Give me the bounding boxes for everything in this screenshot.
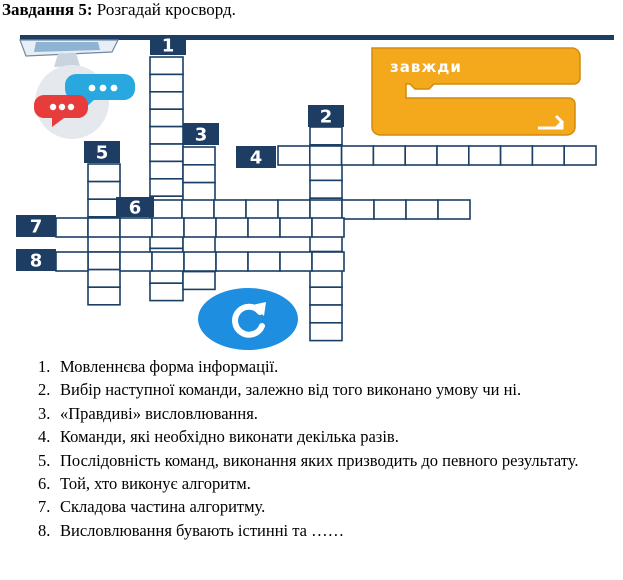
crossword-cell[interactable] [120, 218, 152, 237]
crossword-cell[interactable] [88, 199, 120, 217]
clue-number: 3. [38, 403, 51, 423]
crossword-cell[interactable] [310, 200, 342, 219]
clue-number-badge-5 [84, 141, 120, 164]
clue-text: Висловлювання бувають істинні та …… [60, 520, 345, 540]
crossword-cell[interactable] [183, 165, 215, 183]
crossword-cell[interactable] [152, 218, 184, 237]
clue-number: 2. [38, 380, 51, 400]
clue-item [30, 425, 620, 448]
top-rule [20, 35, 614, 40]
clue-item [30, 402, 620, 425]
crossword-cell[interactable] [183, 183, 215, 201]
clue-number-badge-6 [116, 197, 154, 219]
crossword-cell[interactable] [438, 200, 470, 219]
crossword-cell[interactable] [310, 127, 342, 145]
crossword-cell[interactable] [183, 272, 215, 290]
crossword-cell[interactable] [88, 218, 120, 237]
crossword-cell[interactable] [280, 218, 312, 237]
clue-number-text: 2 [319, 106, 333, 128]
crossword-cell[interactable] [437, 146, 469, 165]
clue-number-text: 5 [95, 142, 109, 164]
clue-item [30, 495, 620, 518]
crossword-cell[interactable] [248, 252, 280, 271]
clue-item [30, 519, 620, 542]
crossword-cell[interactable] [216, 218, 248, 237]
crossword-cell[interactable] [342, 200, 374, 219]
clue-number: 1. [38, 357, 51, 376]
crossword-cell[interactable] [120, 252, 152, 271]
clue-text: «Правдиві» висловлювання. [60, 403, 258, 423]
clue-text: Послідовність команд, виконання яких призводить до певного результату. [60, 450, 579, 470]
crossword-cell[interactable] [182, 200, 214, 219]
task-heading [2, 0, 236, 20]
crossword-cell[interactable] [312, 218, 344, 237]
crossword-cell[interactable] [152, 252, 184, 271]
clue-number-text: 4 [249, 147, 263, 169]
crossword-cell[interactable] [184, 252, 216, 271]
crossword-cell[interactable] [150, 127, 183, 144]
clue-text: Мовленнєва форма інформації. [60, 357, 279, 376]
crossword-cell[interactable] [88, 164, 120, 182]
crossword-cell[interactable] [150, 161, 183, 178]
refresh-arrow-icon[interactable] [198, 288, 298, 350]
crossword-cell[interactable] [88, 252, 120, 270]
crossword-cell[interactable] [184, 218, 216, 237]
crossword-cell[interactable] [150, 74, 183, 91]
crossword-cell[interactable] [406, 200, 438, 219]
crossword-cell[interactable] [150, 283, 183, 300]
clue-text: Команди, які необхідно виконати декілька разів. [60, 427, 399, 447]
clue-item [30, 355, 620, 378]
task-number: Завдання 5: [2, 0, 93, 19]
crossword-cell[interactable] [373, 146, 405, 165]
crossword-cell[interactable] [183, 236, 215, 254]
clue-number-text: 8 [29, 250, 43, 272]
crossword-cell[interactable] [246, 200, 278, 219]
crossword-cell[interactable] [150, 179, 183, 196]
crossword-cell[interactable] [214, 200, 246, 219]
clue-number-badge-2 [308, 105, 344, 128]
crossword-cell[interactable] [310, 287, 342, 305]
crossword-cell[interactable] [88, 287, 120, 305]
crossword-cell[interactable] [532, 146, 564, 165]
crossword-cell[interactable] [310, 305, 342, 323]
clue-number: 5. [38, 450, 51, 470]
clue-item [30, 449, 620, 472]
clue-text: Той, хто виконує алгоритм. [60, 474, 251, 494]
clue-item [30, 472, 620, 495]
crossword-cell[interactable] [278, 146, 310, 165]
crossword-cell[interactable] [501, 146, 533, 165]
clue-number: 6. [38, 474, 51, 494]
crossword-cell[interactable] [216, 252, 248, 271]
crossword-cell[interactable] [150, 92, 183, 109]
clue-item [30, 378, 620, 401]
clue-number-text: 1 [161, 35, 175, 57]
crossword-cell[interactable] [564, 146, 596, 165]
crossword-cell[interactable] [310, 146, 342, 165]
clue-text: Вибір наступної команди, залежно від того виконано умову чи ні. [60, 380, 522, 400]
clue-number-text: 7 [29, 216, 43, 238]
clue-number-badge-3 [183, 123, 219, 146]
crossword-cell[interactable] [88, 182, 120, 200]
chat-bubbles-icon [34, 65, 135, 139]
crossword-cell[interactable] [56, 218, 88, 237]
crossword-cell[interactable] [374, 200, 406, 219]
crossword-cell[interactable] [278, 200, 310, 219]
crossword-cell[interactable] [310, 269, 342, 287]
crossword-cell[interactable] [312, 252, 344, 271]
clue-number: 7. [38, 497, 51, 517]
clue-number-text: 3 [194, 124, 208, 146]
crossword-cell[interactable] [248, 218, 280, 237]
clue-number: 8. [38, 520, 51, 540]
crossword-puzzle [0, 30, 623, 350]
crossword-cell[interactable] [150, 200, 182, 219]
clue-number: 4. [38, 427, 51, 447]
clue-text: Складова частина алгоритму. [60, 497, 266, 517]
crossword-cell[interactable] [56, 252, 88, 271]
crossword-cell[interactable] [469, 146, 501, 165]
forever-block-label: завжди [390, 58, 462, 76]
clue-number-badge-1 [150, 35, 186, 57]
clue-number-text: 6 [128, 197, 142, 219]
clue-number-badge-4 [236, 146, 276, 169]
clue-number-badge-8 [16, 249, 56, 272]
crossword-cell[interactable] [342, 146, 374, 165]
crossword-cell[interactable] [310, 323, 342, 341]
crossword-cell[interactable] [150, 109, 183, 126]
task-instruction: Розгадай кросворд. [92, 0, 236, 19]
crossword-cell[interactable] [405, 146, 437, 165]
crossword-cell[interactable] [280, 252, 312, 271]
crossword-cell[interactable] [88, 270, 120, 288]
clue-list [30, 355, 620, 542]
crossword-cell[interactable] [310, 180, 342, 198]
crossword-cell[interactable] [150, 57, 183, 74]
crossword-cell[interactable] [150, 144, 183, 161]
computer-monitor-icon [20, 40, 118, 67]
clue-number-badge-7 [16, 215, 56, 238]
crossword-cell[interactable] [183, 147, 215, 165]
forever-loop-block-icon [372, 48, 580, 135]
